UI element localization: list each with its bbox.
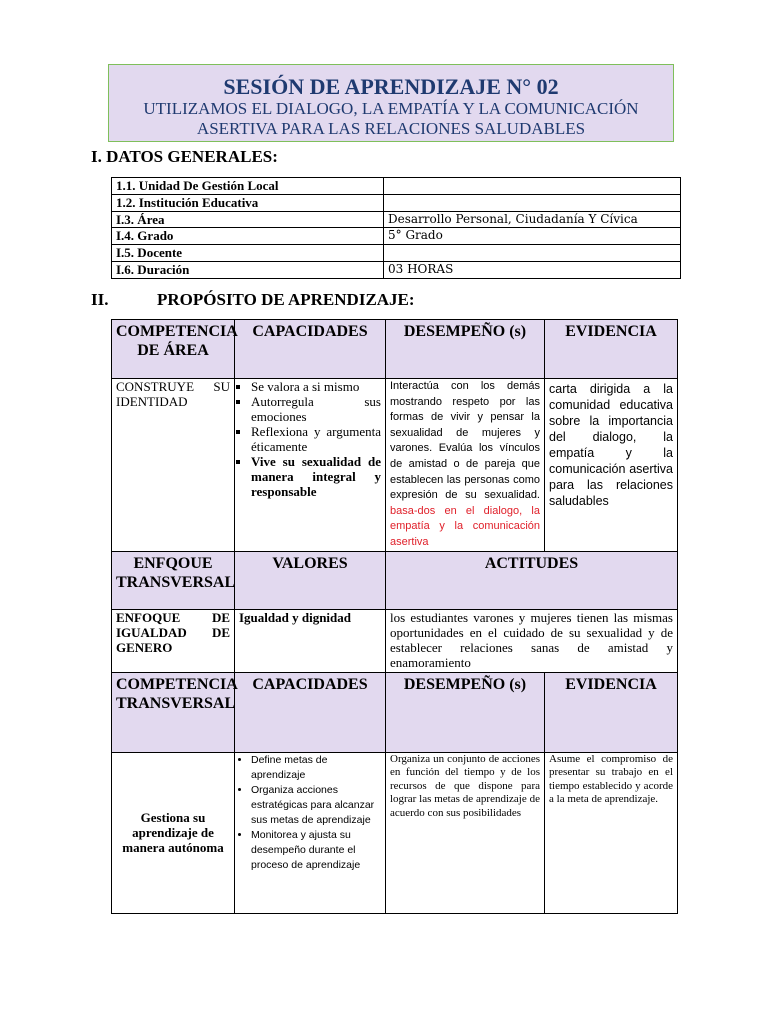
header-evidencia: EVIDENCIA (545, 320, 678, 379)
datos-label: I.4. Grado (112, 228, 384, 245)
capacidades-transversal-cell (235, 752, 386, 913)
desempeno-text: Interactúa con los demás mostrando respeto por las formas de vivir y pensar la sexualidad de mujeres y varones. Evalúa los vínculos de amistad o de pareja que establecen las personas como expresión de su sexualidad. (390, 380, 540, 502)
list-item: • Define metas de aprendizaje (251, 753, 381, 783)
datos-value: 5° Grado (384, 228, 681, 245)
datos-label: I.6. Duración (112, 261, 384, 278)
list-item: ▪ Autorregula sus emociones (251, 394, 381, 424)
competencia-area-value: CONSTRUYE SU IDENTIDAD (112, 379, 235, 552)
header-competencia-transversal: COMPETENCIA TRANSVERSAL (112, 672, 235, 752)
table-header-row (112, 320, 678, 379)
header-actitudes: ACTITUDES (386, 551, 678, 609)
header-capacidades: CAPACIDADES (235, 672, 386, 752)
datos-value: 03 HORAS (384, 261, 681, 278)
evidencia-transversal-value: Asume el compromiso de presentar su trabajo en el tiempo establecido y acorde a la meta de aprendizaje. (545, 752, 678, 913)
header-competencia-area: COMPETENCIA DE ÁREA (112, 320, 235, 379)
table-row (112, 379, 678, 552)
table-header-row (112, 551, 678, 609)
datos-generales-table (111, 177, 681, 279)
table-row (112, 245, 681, 262)
table-row (112, 752, 678, 913)
list-item: ▪ Vive su sexualidad de manera integral y responsable (251, 454, 381, 499)
session-title: SESIÓN DE APRENDIZAJE N° 02 (223, 74, 559, 99)
table-header-row (112, 672, 678, 752)
datos-label: I.5. Docente (112, 245, 384, 262)
session-subtitle-line1: UTILIZAMOS EL DIALOGO, LA EMPATÍA Y LA COMUNICACIÓN (143, 99, 639, 118)
section-number: II. (91, 290, 109, 309)
header-enfoque-transversal: ENFQOUE TRANSVERSAL (112, 551, 235, 609)
datos-value (384, 245, 681, 262)
table-row (112, 261, 681, 278)
datos-label: I.3. Área (112, 211, 384, 228)
header-capacidades: CAPACIDADES (235, 320, 386, 379)
desempeno-transversal-value: Organiza un conjunto de acciones en función del tiempo y de los recursos de que dispone para lograr las metas de aprendizaje de acuerdo con sus posibilidades (386, 752, 545, 913)
list-item: • Organiza acciones estratégicas para alcanzar sus metas de aprendizaje (251, 783, 381, 828)
table-row (112, 609, 678, 672)
competencia-transversal-value: Gestiona su aprendizaje de manera autónoma (112, 752, 235, 913)
header-valores: VALORES (235, 551, 386, 609)
enfoque-value: ENFOQUE DE IGUALDAD DE GENERO (112, 609, 235, 672)
capacidades-list (239, 379, 381, 499)
valores-value: Igualdad y dignidad (235, 609, 386, 672)
header-desempeno: DESEMPEÑO (s) (386, 672, 545, 752)
proposito-table (111, 319, 678, 914)
section-datos-generales-heading: I. DATOS GENERALES: (91, 147, 278, 166)
list-item: • Monitorea y ajusta su desempeño durante el proceso de aprendizaje (251, 828, 381, 873)
evidencia-value: carta dirigida a la comunidad educativa sobre la importancia del dialogo, la empatía y la comunicación asertiva para las relaciones saludables (545, 379, 678, 552)
session-title-box (108, 64, 674, 142)
actitudes-value: los estudiantes varones y mujeres tienen las mismas oportunidades en el cuidado de su sexualidad y de establecer relaciones sanas de amistad y enamoramiento (386, 609, 678, 672)
desempeno-cell (386, 379, 545, 552)
list-item: ▪ Reflexiona y argumenta éticamente (251, 424, 381, 454)
table-row (112, 194, 681, 211)
table-row (112, 211, 681, 228)
datos-value (384, 178, 681, 195)
capacidades-transversal-list (239, 753, 381, 873)
datos-value (384, 194, 681, 211)
section-title: PROPÓSITO DE APRENDIZAJE: (157, 290, 415, 309)
section-proposito-heading (91, 290, 415, 310)
desempeno-red-text: basa-dos en el dialogo, la empatía y la comunicación asertiva (390, 504, 540, 548)
table-row (112, 178, 681, 195)
datos-value: Desarrollo Personal, Ciudadanía Y Cívica (384, 211, 681, 228)
list-item: ▪ Se valora a si mismo (251, 379, 381, 394)
datos-label: 1.1. Unidad De Gestión Local (112, 178, 384, 195)
session-subtitle-line2: ASERTIVA PARA LAS RELACIONES SALUDABLES (196, 119, 586, 138)
header-evidencia: EVIDENCIA (545, 672, 678, 752)
capacidades-cell (235, 379, 386, 552)
table-row (112, 228, 681, 245)
header-desempeno: DESEMPEÑO (s) (386, 320, 545, 379)
datos-label: 1.2. Institución Educativa (112, 194, 384, 211)
